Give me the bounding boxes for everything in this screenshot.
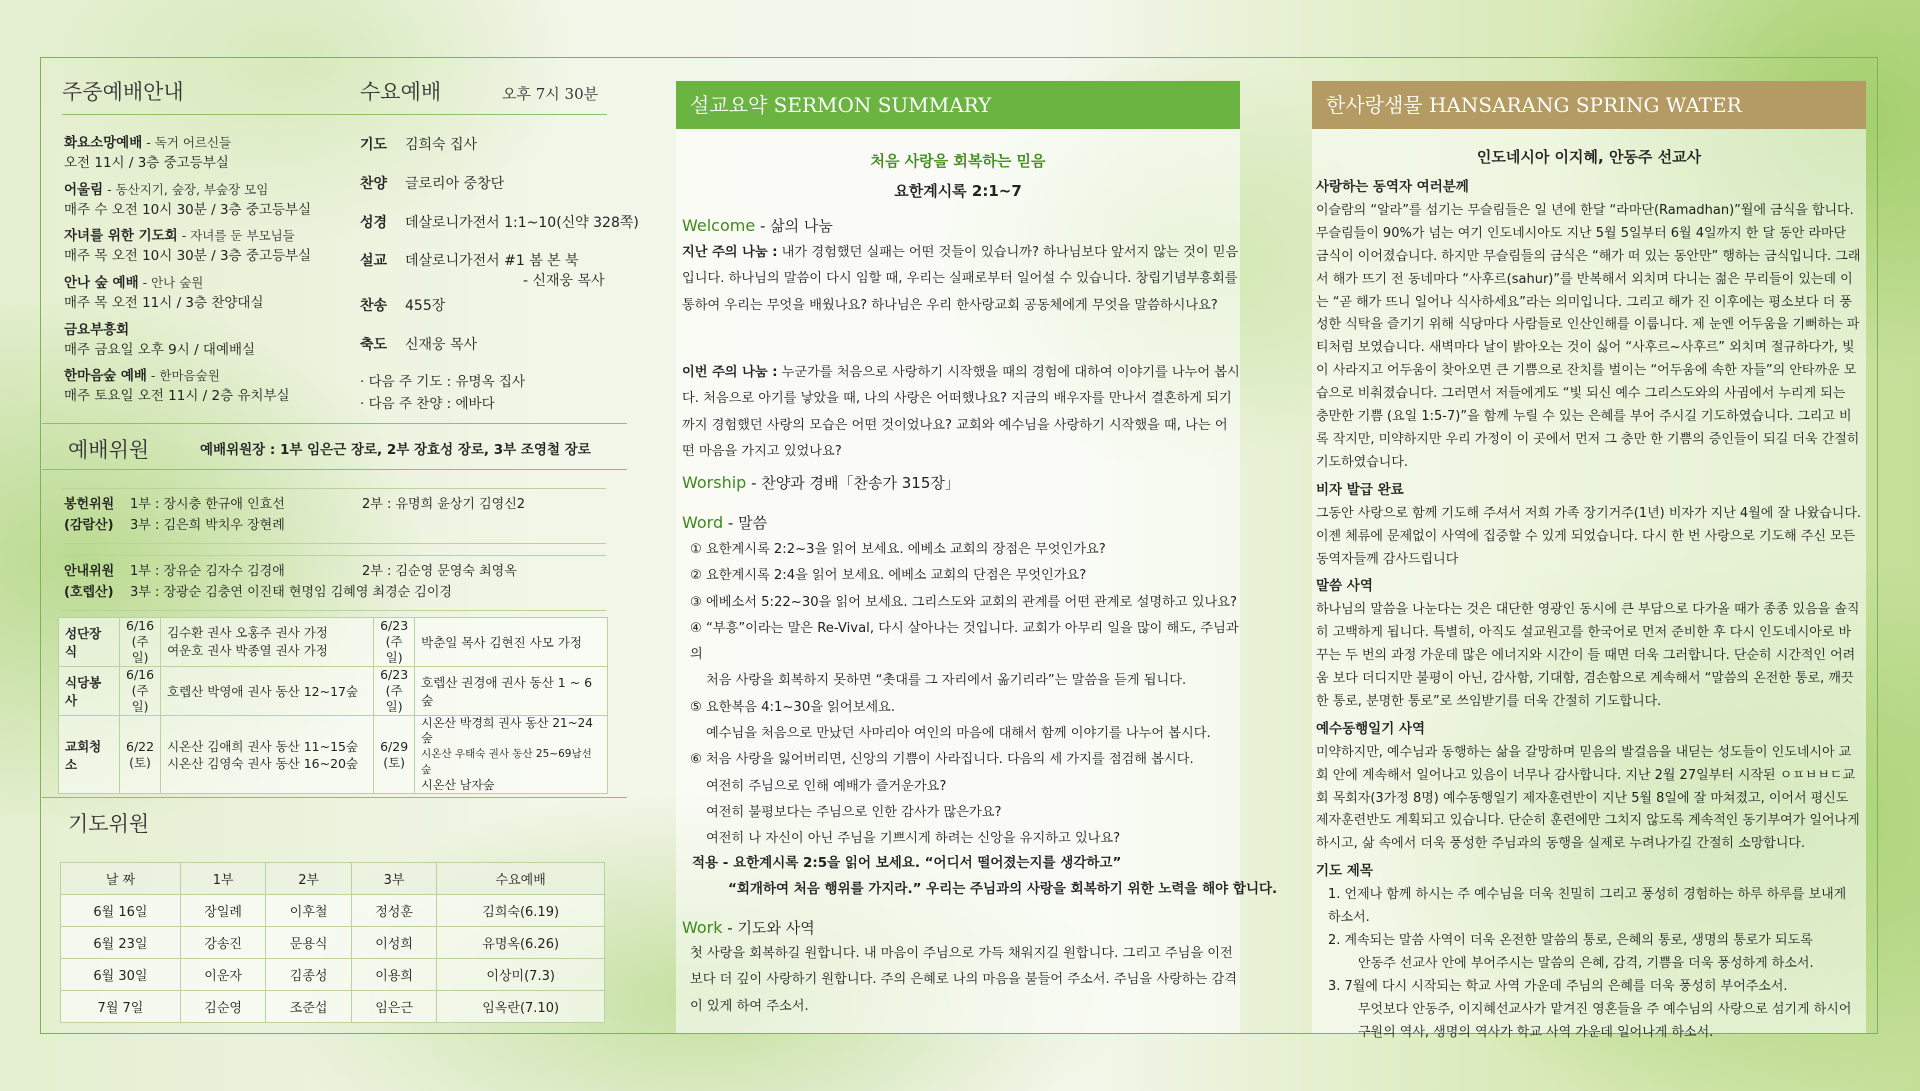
service-staff-table: [58, 617, 608, 794]
wed-order-row: 축도 신재웅 목사: [360, 337, 478, 353]
committee-chiefs: 예배위원장 : 1부 임은근 장로, 2부 장효성 장로, 3부 조영철 장로: [200, 442, 591, 458]
guide-committee: 안내위원 (호렙산) 1부 : 장유순 김자수 김경애 2부 : 김순영 문영숙 최영옥 3부 : 장광순 김충연 이진태 현명임 김혜영 최경순 김이경: [62, 555, 606, 611]
divider: [42, 423, 627, 424]
missionary-title: 인도네시아 이지혜, 안동주 선교사: [1476, 148, 1702, 166]
divider: [42, 469, 627, 470]
committee-title: 예배위원: [68, 438, 150, 462]
hansarang-header: 한사랑샘물 HANSARANG SPRING WATER: [1312, 81, 1866, 129]
prayer-committee-table: [60, 862, 605, 1023]
wed-order-row: 성경 데살로니가전서 1:1~10(신약 328쪽): [360, 215, 639, 231]
worship-heading: Worship - 찬양과 경배「찬송가 315장」: [682, 473, 960, 492]
work-prayer: 첫 사랑을 회복하길 원합니다. 내 마음이 주님으로 가득 채워지길 원합니다. 그리고 주님을 이전보다 더 깊이 사랑하기 원합니다. 주의 은혜로 나의 마음을 불들어 주소서. 주님을 사랑하는 감격이 있게 하여 주소서.: [690, 946, 1237, 1014]
service-item: 자녀를 위한 기도회 - 자녀를 둔 부모님들 매주 목 오전 10시 30분 / 3층 중고등부실: [64, 228, 312, 264]
service-item: 안나 숲 예배 - 안나 숲원 매주 목 오전 11시 / 3층 찬양대실: [64, 275, 264, 311]
wed-order-row: 기도 김희숙 집사: [360, 137, 478, 153]
table-row: 6월 23일 강송진 문용식 이성희 유명옥(6.26): [61, 927, 605, 959]
table-row: 7월 7일 김순영 조준섭 임은근 임옥란(7.10): [61, 991, 605, 1023]
table-header-row: 날 짜 1부 2부 3부 수요예배: [61, 863, 605, 895]
table-row: 6월 30일 이운자 김종성 이용희 이상미(7.3): [61, 959, 605, 991]
service-item: 화요소망예배 - 독거 어르신들 오전 11시 / 3층 중고등부실: [64, 135, 232, 171]
table-row: 식당봉사 6/16 (주일) 호렙산 박영애 권사 동산 12~17숲 6/23 (주일) 호렙산 권경애 권사 동산 1 ~ 6숲: [59, 667, 608, 716]
service-item: 금요부흥회 매주 금요일 오후 9시 / 대예배실: [64, 322, 256, 358]
divider: [42, 797, 627, 798]
letter-body: 사랑하는 동역자 여러분께 이슬람의 “알라”를 섬기는 무슬림들은 일 년에 한달 “라마단(Ramadhan)”월에 금식을 합니다. 무슬림들이 90%가 넘는 여기 인도네시아도 지난 5월 5일부터 6월 4일까지 한 달 동안 라마단 금식이 이어졌습니다. 하지만 무슬림들의 금식은 “해가 떠 있는 동안만” 행하는 금식입니다. 그래서 해가 뜨기 전 동네마다 “사후르(sahur)”를 반복해서 외치며 다니는 젊은 무리들이 있는데 이는 “곧 해가 뜨니 일어나 식사하세요”라는 의미입니다. 그리고 해가 진 이후에는 평소보다 더 풍성한 식탁을 즐기기 위해 식당마다 사람들로 인산인해를 이룹니다. 제 눈엔 어두움을 기뻐하는 파티처럼 보였습니다. 새벽마다 날이 밝아오는 것이 싫어 “사후르~사후르” 외치며 절규하다가, 빛이 사라지고 어두움이 찾아오면 큰 기쁨으로 잔치를 벌이는 “어두움에 속한 자들”의 안타까운 모습으로 비춰졌습니다. 그러면서 저들에게도 “빛 되신 예수 그리스도와의 사귐에서 누리게 되는 충만한 기쁨 (요일 1:5-7)”을 함께 누릴 수 있는 은혜를 부어 주시길 기도하였습니다. 그리고 비록 작지만, 미약하지만 우리 가정이 이 곳에서 먼저 그 충만 한 기쁨의 증인들이 되길 더욱 간절히 기도하였습니다. 비자 발급 완료 그동안 사랑으로 함께 기도해 주셔서 저희 가족 장기거주(1년) 비자가 지난 4월에 잘 나왔습니다. 이젠 체류에 문제없이 사역에 집중할 수 있게 되었습니다. 다시 한 번 사랑으로 기도해 주신 모든 동역자들께 감사드립니다 말씀 사역 하나님의 말씀을 나눈다는 것은 대단한 영광인 동시에 큰 부담으로 다가올 때가 종종 있음을 솔직히 고백하게 됩니다. 특별히, 아직도 설교원고를 한국어로 먼저 준비한 후 다시 인도네시아로 바꾸는 두 번의 과정 가운데 많은 에너지와 시간이 들 때면 더욱 그러합니다. 단순히 시간적인 어려움 보다 더디지만 불평이 아닌, 감사함, 기대함, 겸손함으로 계속해서 “말씀의 온전한 통로, 깨끗한 통로, 분명한 통로”로 쓰임받기를 더욱 간절히 기도합니다. 예수동행일기 사역 미약하지만, 예수님과 동행하는 삶을 갈망하며 믿음의 발걸음을 내딛는 성도들이 인도네시아 교회 안에 계속해서 일어나고 있음이 너무나 감사합니다. 지난 2월 27일부터 시작된 ㅇㅍㅂㅂㄷ교회 목회자(3가정 8명) 예수동행일기 제자훈련반이 지난 5월 8일에 잘 마쳐졌고, 이어서 평신도 제자훈련반도 계획되고 있습니다. 단순히 훈련에만 그치지 않도록 계속적인 동기부여가 일어나게 하시고, 삶 속에서 더욱 풍성한 주님과의 동행을 실제로 누려나가길 간절히 소망합니다. 기도 제목 1. 언제나 함께 하시는 주 예수님을 더욱 친밀히 그리고 풍성히 경험하는 하루 하루를 보내게 하소서. 2. 계속되는 말씀 사역이 더욱 온전한 말씀의 통로, 은혜의 통로, 생명의 통로가 되도록 안동주 선교사 안에 부어주시는 말씀의 은혜, 감격, 기쁨을 더욱 풍성하게 하소서. 3. 7월에 다시 시작되는 학교 사역 가운데 주님의 은혜를 더욱 풍성히 부어주소서. 무엇보다 안동주, 이지혜선교사가 맡겨진 영혼들을 주 예수님의 사랑으로 섬기게 하시어 구원의 역사, 생명의 역사가 학교 사역 가운데 일어나게 하소서.: [1316, 176, 1862, 1045]
last-week-sharing: 지난 주의 나눔 : 내가 경험했던 실패는 어떤 것들이 있습니까? 하나님보다 앞서지 않는 것이 믿음입니다. 하나님의 말씀이 다시 임할 때, 우리는 실패로부터 일어설 수 있습니다. 창립기념부흥회를 통하여 우리는 무엇을 배웠나요? 하나님은 우리 한사랑교회 공동체에게 무엇을 말씀하시나요?: [682, 245, 1239, 313]
prayer-committee-title: 기도위원: [68, 812, 150, 836]
word-questions: ① 요한계시록 2:2~3을 읽어 보세요. 에베소 교회의 장점은 무엇인가요? ② 요한계시록 2:4을 읽어 보세요. 에베소 교회의 단점은 무엇인가요? ③ 에베소서 5:22~30을 읽어 보세요. 그리스도와 교회의 관계를 어떤 관계로 설명하고 있나요? ④ “부흥”이라는 말은 Re-Vival, 다시 살아나는 것입니다. 교회가 아무리 일을 많이 해도, 주님과의 처음 사랑을 회복하지 못하면 “촛대를 그 자리에서 옮기리라”는 말씀을 듣게 됩니다. ⑤ 요한복음 4:1~30을 읽어보세요. 예수님을 처음으로 만났던 사마리아 여인의 마음에 대해서 함께 이야기를 나누어 봅시다. ⑥ 처음 사랑을 잃어버리면, 신앙의 기쁨이 사라집니다. 다음의 세 가지를 점검해 봅시다. 여전히 주님으로 인해 예배가 즐거운가요? 여전히 불평보다는 주님으로 인한 감사가 많은가요? 여전히 나 자신이 아닌 주님을 기쁘시게 하려는 신앙을 유지하고 있나요?: [690, 542, 1239, 847]
work-heading: Work - 기도와 사역: [682, 918, 815, 937]
table-row: 6월 16일 장일례 이후철 정성훈 김희숙(6.19): [61, 895, 605, 927]
service-item: 한마음숲 예배 - 한마음숲원 매주 토요일 오전 11시 / 2층 유치부실: [64, 368, 290, 404]
sunday-services-title: 주중예배안내: [62, 80, 184, 104]
wednesday-service-title: 수요예배: [360, 80, 442, 104]
prayer-requests: 1. 언제나 함께 하시는 주 예수님을 더욱 친밀히 그리고 풍성히 경험하는 하루 하루를 보내게 하소서. 2. 계속되는 말씀 사역이 더욱 온전한 말씀의 통로, 은혜의 통로, 생명의 통로가 되도록 안동주 선교사 안에 부어주시는 말씀의 은혜, 감격, 기쁨을 더욱 풍성하게 하소서. 3. 7월에 다시 시작되는 학교 사역 가운데 주님의 은혜를 더욱 풍성히 부어주소서. 무엇보다 안동주, 이지혜선교사가 맡겨진 영혼들을 주 예수님의 사랑으로 섬기게 하시어 구원의 역사, 생명의 역사가 학교 사역 가운데 일어나게 하소서.: [1328, 887, 1852, 1040]
table-row: 성단장식 6/16 (주일) 김수환 권사 오홍주 권사 가정 여운호 권사 박종열 권사 가정 6/23 (주일) 박춘일 목사 김현진 사모 가정: [59, 618, 608, 667]
next-praise: · 다음 주 찬양 : 에바다: [360, 396, 495, 412]
wed-order-row: 설교 데살로니가전서 #1 봄 본 북 - 신재웅 목사: [360, 253, 605, 289]
divider: [62, 114, 607, 115]
welcome-heading: Welcome - 삶의 나눔: [682, 216, 833, 235]
offering-committee: 봉헌위원 (감람산) 1부 : 장시충 한규애 인효선 2부 : 유명희 윤상기 김영신2 3부 : 김은희 박치우 장현례: [62, 488, 606, 544]
table-row: 교회청소 6/22 (토) 시온산 김애희 권사 동산 11~15숲 시온산 김영숙 권사 동산 16~20숲 6/29 (토) 시온산 박경희 권사 동산 21~24숲 시온산 우태숙 권사 동산 25~69남선숲 시온산 남자숲: [59, 716, 608, 794]
sermon-title: 처음 사랑을 회복하는 믿음: [870, 152, 1046, 170]
word-heading: Word - 말씀: [682, 513, 768, 532]
wed-order-row: 찬양 글로리아 중창단: [360, 176, 505, 192]
wednesday-service-time: 오후 7시 30분: [502, 85, 599, 103]
service-item: 어울림 - 동산지기, 숲장, 부숲장 모임 매주 수 오전 10시 30분 / 3층 중고등부실: [64, 182, 312, 218]
next-prayer: · 다음 주 기도 : 유명옥 집사: [360, 374, 525, 390]
sermon-reference: 요한계시록 2:1~7: [894, 182, 1022, 200]
application: 적용 - 요한계시록 2:5을 읽어 보세요. “어디서 떨어졌는지를 생각하고” “회개하여 처음 행위를 가지라.” 우리는 주님과의 사랑을 회복하기 위한 노력을 해야 합니다.: [692, 855, 1278, 897]
sermon-header: 설교요약 SERMON SUMMARY: [676, 81, 1240, 129]
wed-order-row: 찬송 455장: [360, 298, 446, 314]
this-week-sharing: 이번 주의 나눔 : 누군가를 처음으로 사랑하기 시작했을 때의 경험에 대하여 이야기를 나누어 봅시다. 처음으로 아기를 낳았을 때, 나의 사랑은 어떠했나요? 지금의 배우자를 만나서 결혼하게 되기까지 경험했던 사랑의 모습은 어떤 것이었나요? 교회와 예수님을 사랑하기 시작했을 때, 나는 어떤 마음을 가지고 있었나요?: [682, 365, 1240, 459]
